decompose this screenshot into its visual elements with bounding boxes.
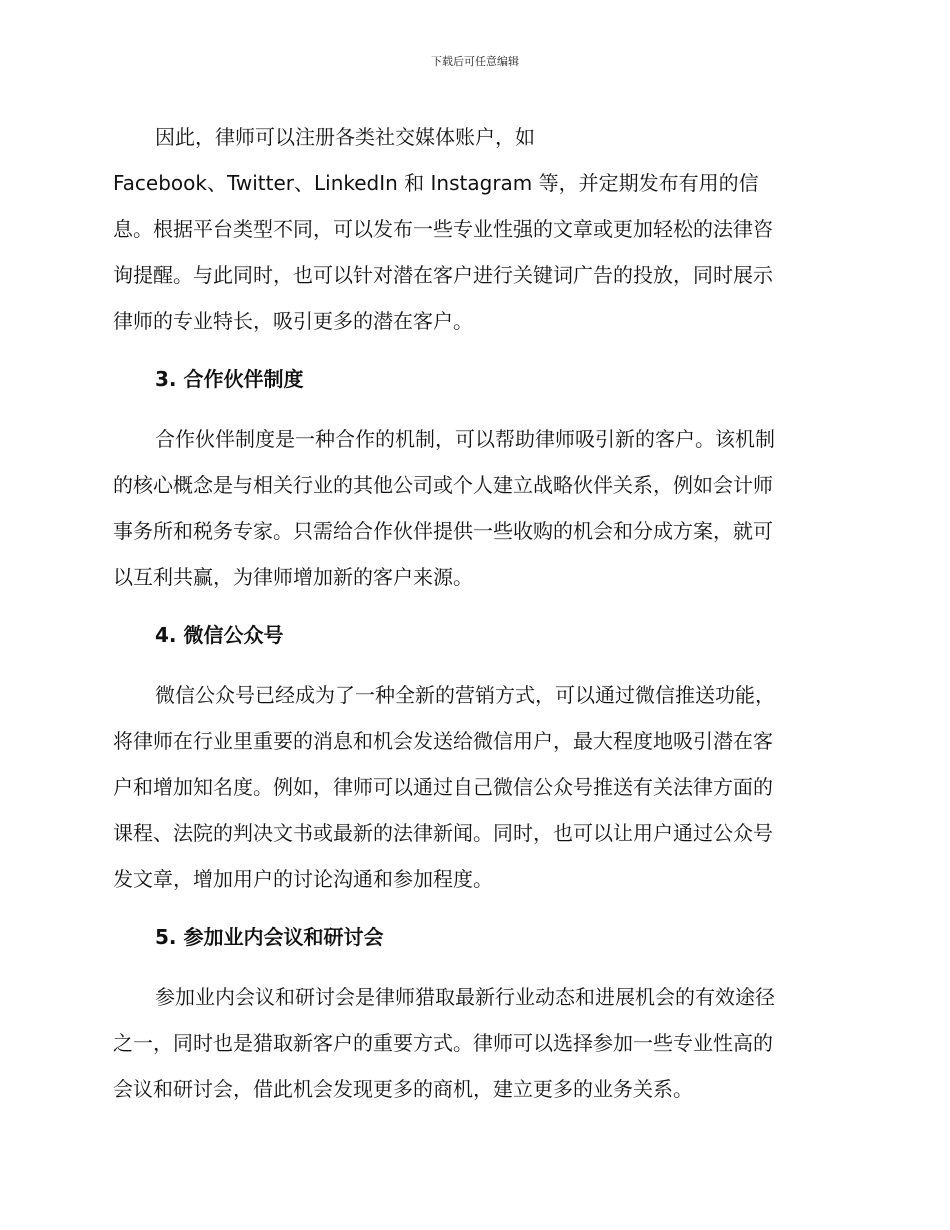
paragraph-partnership <box>113 416 831 600</box>
paragraph-wechat <box>113 672 831 902</box>
paragraph-line: 会议和研讨会，借此机会发现更多的商机，建立更多的业务关系。 <box>113 1077 693 1101</box>
paragraph-line: 息。根据平台类型不同，可以发布一些专业性强的文章或更加轻松的法律咨 <box>113 217 773 241</box>
paragraph-line: 发文章，增加用户的讨论沟通和参加程度。 <box>113 867 493 891</box>
paragraph-social-media <box>113 114 831 344</box>
section-heading-wechat: 4. 微信公众号 <box>155 623 284 647</box>
paragraph-line: 事务所和税务专家。只需给合作伙伴提供一些收购的机会和分成方案，就可 <box>113 519 773 543</box>
paragraph-line: 的核心概念是与相关行业的其他公司或个人建立战略伙伴关系，例如会计师 <box>113 473 773 497</box>
paragraph-line: 之一，同时也是猎取新客户的重要方式。律师可以选择参加一些专业性高的 <box>113 1031 773 1055</box>
section-heading-partnership: 3. 合作伙伴制度 <box>155 367 304 391</box>
paragraph-line: Facebook、Twitter、LinkedIn 和 Instagram 等，并定期发布有用的信 <box>113 171 759 195</box>
paragraph-line: 微信公众号已经成为了一种全新的营销方式，可以通过微信推送功能， <box>155 683 775 707</box>
paragraph-line: 课程、法院的判决文书或最新的法律新闻。同时，也可以让用户通过公众号 <box>113 821 773 845</box>
header-note: 下载后可任意编辑 <box>431 55 519 68</box>
paragraph-line: 户和增加知名度。例如，律师可以通过自己微信公众号推送有关法律方面的 <box>113 775 773 799</box>
paragraph-conferences <box>113 974 831 1112</box>
paragraph-line: 律师的专业特长，吸引更多的潜在客户。 <box>113 309 473 333</box>
paragraph-line: 参加业内会议和研讨会是律师猎取最新行业动态和进展机会的有效途径 <box>155 985 775 1009</box>
paragraph-line: 询提醒。与此同时，也可以针对潜在客户进行关键词广告的投放，同时展示 <box>113 263 773 287</box>
paragraph-line: 合作伙伴制度是一种合作的机制，可以帮助律师吸引新的客户。该机制 <box>155 427 775 451</box>
document-body <box>113 114 831 1112</box>
paragraph-line: 因此，律师可以注册各类社交媒体账户，如 <box>155 125 535 149</box>
paragraph-line: 将律师在行业里重要的消息和机会发送给微信用户，最大程度地吸引潜在客 <box>113 729 773 753</box>
paragraph-line: 以互利共赢，为律师增加新的客户来源。 <box>113 565 473 589</box>
section-heading-conferences: 5. 参加业内会议和研讨会 <box>155 925 384 949</box>
